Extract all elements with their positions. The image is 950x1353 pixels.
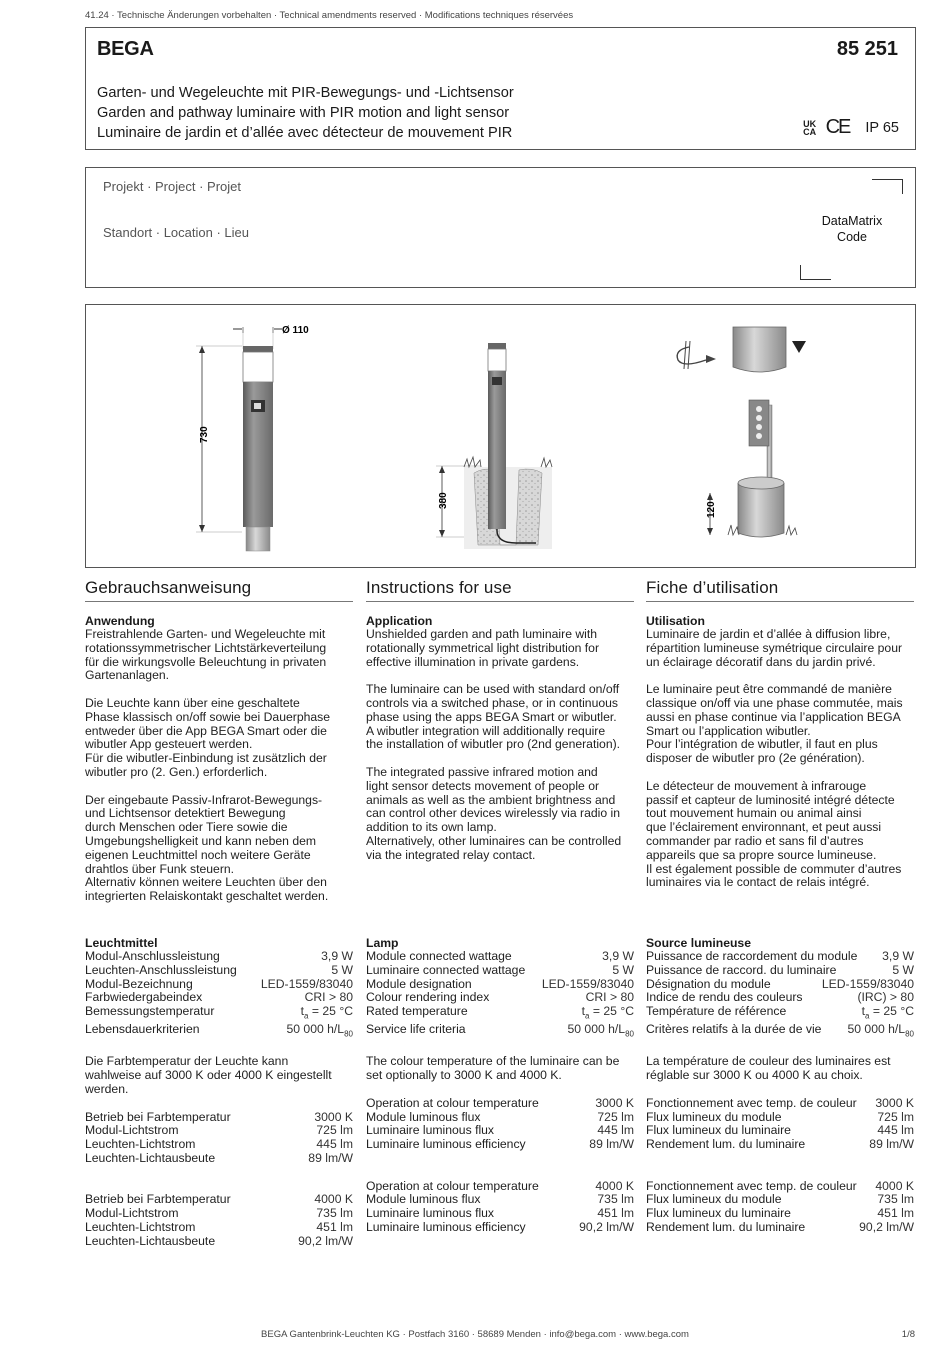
operation-4000-value: 90,2 lm/W — [859, 1220, 914, 1235]
title-de: Garten- und Wegeleuchte mit PIR-Bewegungs- und -Lichtsensor — [97, 85, 514, 101]
operation-3000-row — [646, 1097, 914, 1111]
application-title-en: Application — [366, 614, 433, 628]
spec-row — [85, 964, 353, 978]
spec-value: $t_a = 25$ °C — [300, 1004, 353, 1021]
spec-label: Farbwiedergabeindex — [85, 990, 203, 1005]
page-number: 1/8 — [901, 1329, 915, 1340]
operation-3000-label: Fonctionnement avec temp. de couleur — [646, 1095, 857, 1110]
operation-3000-value: 445 lm — [597, 1123, 634, 1138]
operation-4000-value: 451 lm — [316, 1220, 353, 1235]
ukca-mark: UK CA — [803, 118, 817, 137]
article-number: 85 251 — [836, 38, 898, 60]
spec-label: Puissance de raccord. du luminaire — [646, 962, 837, 977]
spacer — [366, 1042, 634, 1056]
operation-4000-label: Luminaire luminous flux — [366, 1206, 495, 1221]
spec-row — [366, 964, 634, 978]
operation-3000-label: Modul-Lichtstrom — [85, 1123, 179, 1138]
spec-value: CRI > 80 — [304, 990, 353, 1005]
operation-3000-value: 445 lm — [877, 1123, 914, 1138]
operation-4000-row — [646, 1221, 914, 1235]
operation-3000-label: Operation at colour temperature — [366, 1095, 539, 1110]
operation-3000-value: 89 lm/W — [869, 1137, 914, 1152]
operation-4000-row — [646, 1207, 914, 1221]
operation-3000-row — [366, 1138, 634, 1152]
project-box — [85, 167, 916, 288]
operation-4000-label: Modul-Lichtstrom — [85, 1206, 179, 1221]
lamp-specs-en — [366, 936, 634, 1235]
column-fr — [646, 578, 914, 904]
operation-4000-row — [366, 1193, 634, 1207]
spec-label: Leuchten-Anschlussleistung — [85, 962, 237, 977]
operation-3000-label: Leuchten-Lichtstrom — [85, 1137, 196, 1152]
spec-row — [366, 1005, 634, 1023]
operation-4000-value: 735 lm — [597, 1192, 634, 1207]
operation-4000-label: Flux lumineux du module — [646, 1192, 782, 1207]
ip-rating: IP 65 — [865, 119, 899, 136]
height-label: 730 — [199, 426, 210, 443]
colour-note-fr: La température de couleur des luminaires est réglable sur 3000 K ou 4000 K au choix. — [646, 1054, 891, 1083]
depth-label: 380 — [438, 492, 449, 509]
spacer — [646, 1042, 914, 1056]
operation-4000-label: Luminaire luminous efficiency — [366, 1220, 526, 1235]
operation-4000-row — [366, 1180, 634, 1194]
operation-3000-value: 89 lm/W — [308, 1151, 353, 1166]
spec-row — [85, 1023, 353, 1041]
spec-value: LED-1559/83040 — [821, 976, 914, 991]
spec-label: Colour rendering index — [366, 990, 490, 1005]
paragraph-en-3: The integrated passive infrared motion and light sensor detects movement of people or animals as well as the ambient brightness and can control other devices wirelessly via radio in addition to its own lamp. Alternatively, other luminaires can be controlled via the integrated relay contact. — [366, 764, 622, 862]
operation-4000-value: 90,2 lm/W — [579, 1220, 634, 1235]
location-label: Standort · Location · Lieu — [103, 225, 249, 240]
spec-label: Puissance de raccordement du module — [646, 949, 858, 963]
sleeve-label: 120 — [706, 501, 717, 518]
spec-label: Indice de rendu des couleurs — [646, 990, 803, 1005]
operation-4000-value: 735 lm — [316, 1206, 353, 1221]
application-title-de: Anwendung — [85, 614, 155, 628]
heading-fr: Fiche d’utilisation — [646, 578, 914, 602]
header-box — [85, 27, 916, 150]
operation-3000-row — [366, 1097, 634, 1111]
operation-3000-label: Leuchten-Lichtausbeute — [85, 1151, 216, 1166]
spec-label: Luminaire connected wattage — [366, 962, 526, 977]
spec-value: 50 000 $h/L_{80}$ — [567, 1022, 634, 1039]
operation-3000-row — [366, 1111, 634, 1125]
revision-line: 41.24 · Technische Änderungen vorbehalten · Technical amendments reserved · Modifications techniques réservées — [85, 10, 574, 21]
spec-row — [646, 991, 914, 1005]
spec-label: Service life criteria — [366, 1022, 466, 1037]
operation-4000-value: 451 lm — [877, 1206, 914, 1221]
spec-value: 3,9 W — [321, 949, 353, 963]
operation-3000-row — [85, 1111, 353, 1125]
operation-3000-row — [366, 1124, 634, 1138]
datamatrix-corner-bottom — [800, 265, 831, 280]
paragraph-en-1: Unshielded garden and path luminaire with rotationally symmetrical light distribution for effective illumination in private gardens. — [366, 627, 600, 669]
spec-row — [366, 1023, 634, 1041]
operation-4000-row — [646, 1180, 914, 1194]
colour-note-de: Die Farbtemperatur der Leuchte kann wahlweise auf 3000 K oder 4000 K eingestellt werden. — [85, 1054, 332, 1097]
operation-4000-value: 735 lm — [877, 1192, 914, 1207]
spacer — [366, 1152, 634, 1180]
paragraph-de-1: Freistrahlende Garten- und Wegeleuchte mit rotationssymmetrischer Lichtstärkeverteilung für die wirkungsvolle Beleuchtung in privaten Gartenanlagen. — [85, 627, 327, 683]
spec-value: (IRC) > 80 — [857, 990, 914, 1005]
certification-marks — [800, 116, 899, 139]
spec-label: Module designation — [366, 976, 472, 991]
spec-row — [646, 1005, 914, 1023]
spec-row — [366, 991, 634, 1005]
installation-drawing — [436, 343, 552, 549]
brand-name: BEGA — [97, 38, 154, 60]
operation-4000-value: 4000 K — [595, 1178, 634, 1193]
spec-row — [366, 978, 634, 992]
spacer — [646, 1152, 914, 1180]
lamp-specs-de — [85, 936, 353, 1249]
operation-3000-label: Flux lumineux du module — [646, 1109, 782, 1124]
paragraph-fr-3: Le détecteur de mouvement à infrarouge passif et capteur de luminosité intégré détecte tout mouvement humain ou animal ainsi que l’éclairement environnant, et peut aussi commander par radio et sans fil d’autres appareils que sa propre source lumineuse. Il est également possible de commuter d’autres luminaires via le contact de relais intégré. — [646, 778, 902, 890]
operation-3000-value: 3000 K — [595, 1095, 634, 1110]
spec-row — [646, 950, 914, 964]
operation-3000-value: 725 lm — [877, 1109, 914, 1124]
spec-label: Bemessungstemperatur — [85, 1004, 215, 1019]
spec-label: Rated temperature — [366, 1004, 468, 1019]
operation-4000-row — [366, 1221, 634, 1235]
operation-4000-value: 4000 K — [875, 1178, 914, 1193]
spec-row — [366, 950, 634, 964]
luminaire-dimension-drawing — [196, 325, 309, 551]
operation-3000-row — [646, 1124, 914, 1138]
datamatrix-label — [806, 213, 898, 245]
spacer — [85, 1042, 353, 1056]
spec-value: 3,9 W — [602, 949, 634, 963]
operation-4000-label: Rendement lum. du luminaire — [646, 1220, 806, 1235]
spec-row — [85, 1005, 353, 1023]
operation-3000-label: Betrieb bei Farbtemperatur — [85, 1109, 231, 1124]
spec-value: 50 000 $h/L_{80}$ — [847, 1022, 914, 1039]
operation-4000-value: 4000 K — [314, 1192, 353, 1207]
assembly-drawing — [677, 327, 806, 537]
spec-value: 5 W — [331, 962, 353, 977]
operation-3000-value: 725 lm — [316, 1123, 353, 1138]
application-title-fr: Utilisation — [646, 614, 705, 628]
paragraph-de-2: Die Leuchte kann über eine geschaltete Phase klassisch on/off sowie bei Dauerphase entweder über die App BEGA Smart oder die wibutler App gesteuert werden. Für die wibutler-Einbindung ist zusätzlich der wibutler pro (2. Gen.) erforderlich. — [85, 695, 331, 779]
spec-value: CRI > 80 — [585, 990, 634, 1005]
operation-4000-label: Betrieb bei Farbtemperatur — [85, 1192, 231, 1207]
operation-4000-value: 451 lm — [597, 1206, 634, 1221]
operation-4000-value: 90,2 lm/W — [298, 1233, 353, 1248]
datamatrix-line1: DataMatrix — [821, 214, 883, 228]
spec-row — [85, 950, 353, 964]
spec-row — [646, 964, 914, 978]
diameter-label: Ø 110 — [282, 325, 309, 336]
title-en: Garden and pathway luminaire with PIR motion and light sensor — [97, 105, 510, 121]
lamp-title-fr: Source lumineuse — [646, 936, 751, 950]
spec-label: Désignation du module — [646, 976, 771, 991]
spec-value: 5 W — [612, 962, 634, 977]
spec-value: LED-1559/83040 — [260, 976, 353, 991]
spec-value: 50 000 $h/L_{80}$ — [286, 1022, 353, 1039]
operation-4000-label: Fonctionnement avec temp. de couleur — [646, 1178, 857, 1193]
spec-value: 5 W — [892, 962, 914, 977]
operation-3000-row — [646, 1138, 914, 1152]
operation-4000-row — [85, 1221, 353, 1235]
operation-4000-label: Leuchten-Lichtstrom — [85, 1220, 196, 1235]
project-label: Projekt · Project · Projet — [103, 179, 241, 194]
column-en — [366, 578, 634, 876]
operation-4000-row — [85, 1193, 353, 1207]
operation-4000-label: Module luminous flux — [366, 1192, 481, 1207]
operation-3000-row — [85, 1152, 353, 1166]
spec-row — [646, 1023, 914, 1041]
paragraph-fr-2: Le luminaire peut être commandé de manière classique on/off via une phase commutée, mais aussi en phase continue via l’application BEGA Smart ou l’application wibutler. Pour l’intégration de wibutler, il faut en plus disposer de wibutler pro (2e génération). — [646, 682, 903, 766]
operation-3000-label: Rendement lum. du luminaire — [646, 1137, 806, 1152]
datamatrix-corner-top — [872, 179, 903, 194]
spec-value: $t_a = 25$ °C — [581, 1004, 634, 1021]
spec-row — [85, 991, 353, 1005]
colour-note-en: The colour temperature of the luminaire can be set optionally to 3000 K and 4000 K. — [366, 1054, 620, 1083]
operation-3000-value: 3000 K — [875, 1095, 914, 1110]
ce-mark: CE — [825, 116, 850, 138]
operation-3000-value: 89 lm/W — [589, 1137, 634, 1152]
spec-row — [85, 978, 353, 992]
operation-4000-label: Leuchten-Lichtausbeute — [85, 1233, 216, 1248]
spec-label: Lebensdauerkriterien — [85, 1022, 200, 1037]
lamp-title-en: Lamp — [366, 936, 399, 950]
lamp-title-de: Leuchtmittel — [85, 936, 158, 950]
technical-drawing — [86, 305, 915, 567]
footer-address: BEGA Gantenbrink-Leuchten KG · Postfach 3160 · 58689 Menden · info@bega.com · www.bega.com — [261, 1329, 689, 1340]
spec-label: Module connected wattage — [366, 949, 512, 963]
paragraph-en-2: The luminaire can be used with standard on/off controls via a switched phase, or in continuous phase using the apps BEGA Smart or wibutler. A wibutler integration will additionally require the installation of wibutler pro (2nd generation). — [366, 682, 621, 752]
spec-value: LED-1559/83040 — [541, 976, 634, 991]
operation-4000-label: Flux lumineux du luminaire — [646, 1206, 791, 1221]
operation-3000-row — [646, 1111, 914, 1125]
paragraph-fr-1: Luminaire de jardin et d’allée à diffusion libre, répartition lumineuse symétrique circulaire pour un éclairage décoratif dans du jardin privé. — [646, 627, 903, 669]
operation-4000-row — [85, 1207, 353, 1221]
operation-4000-row — [85, 1235, 353, 1249]
spec-label: Température de référence — [646, 1004, 787, 1019]
spec-label: Modul-Bezeichnung — [85, 976, 193, 991]
operation-3000-value: 3000 K — [314, 1109, 353, 1124]
spec-value: $t_a = 25$ °C — [861, 1004, 914, 1021]
heading-de: Gebrauchsanweisung — [85, 578, 353, 602]
operation-3000-label: Flux lumineux du luminaire — [646, 1123, 791, 1138]
operation-3000-value: 445 lm — [316, 1137, 353, 1152]
operation-3000-row — [85, 1138, 353, 1152]
spacer — [85, 1166, 353, 1194]
drawing-box — [85, 304, 916, 568]
spec-label: Modul-Anschlussleistung — [85, 949, 220, 963]
operation-3000-row — [85, 1124, 353, 1138]
column-de — [85, 578, 353, 918]
operation-3000-label: Luminaire luminous flux — [366, 1123, 495, 1138]
operation-4000-row — [366, 1207, 634, 1221]
spec-row — [646, 978, 914, 992]
spec-label: Critères relatifs à la durée de vie — [646, 1022, 822, 1037]
operation-3000-value: 725 lm — [597, 1109, 634, 1124]
paragraph-de-3: Der eingebaute Passiv-Infrarot-Bewegungs- und Lichtsensor detektiert Bewegung durch Menschen oder Tiere sowie die Umgebungshelligkeit und kann neben dem eigenen Leuchtmittel noch weitere Geräte drahtlos über Funk steuern. Alternativ können weitere Leuchten über den integrierten Relaiskontakt geschaltet werden. — [85, 792, 329, 904]
operation-4000-row — [646, 1193, 914, 1207]
operation-4000-label: Operation at colour temperature — [366, 1178, 539, 1193]
operation-3000-label: Module luminous flux — [366, 1109, 481, 1124]
spec-value: 3,9 W — [882, 949, 914, 963]
title-fr: Luminaire de jardin et d’allée avec détecteur de mouvement PIR — [97, 125, 513, 141]
operation-3000-label: Luminaire luminous efficiency — [366, 1137, 526, 1152]
datamatrix-line2: Code — [837, 230, 867, 244]
lamp-specs-fr — [646, 936, 914, 1235]
heading-en: Instructions for use — [366, 578, 634, 602]
